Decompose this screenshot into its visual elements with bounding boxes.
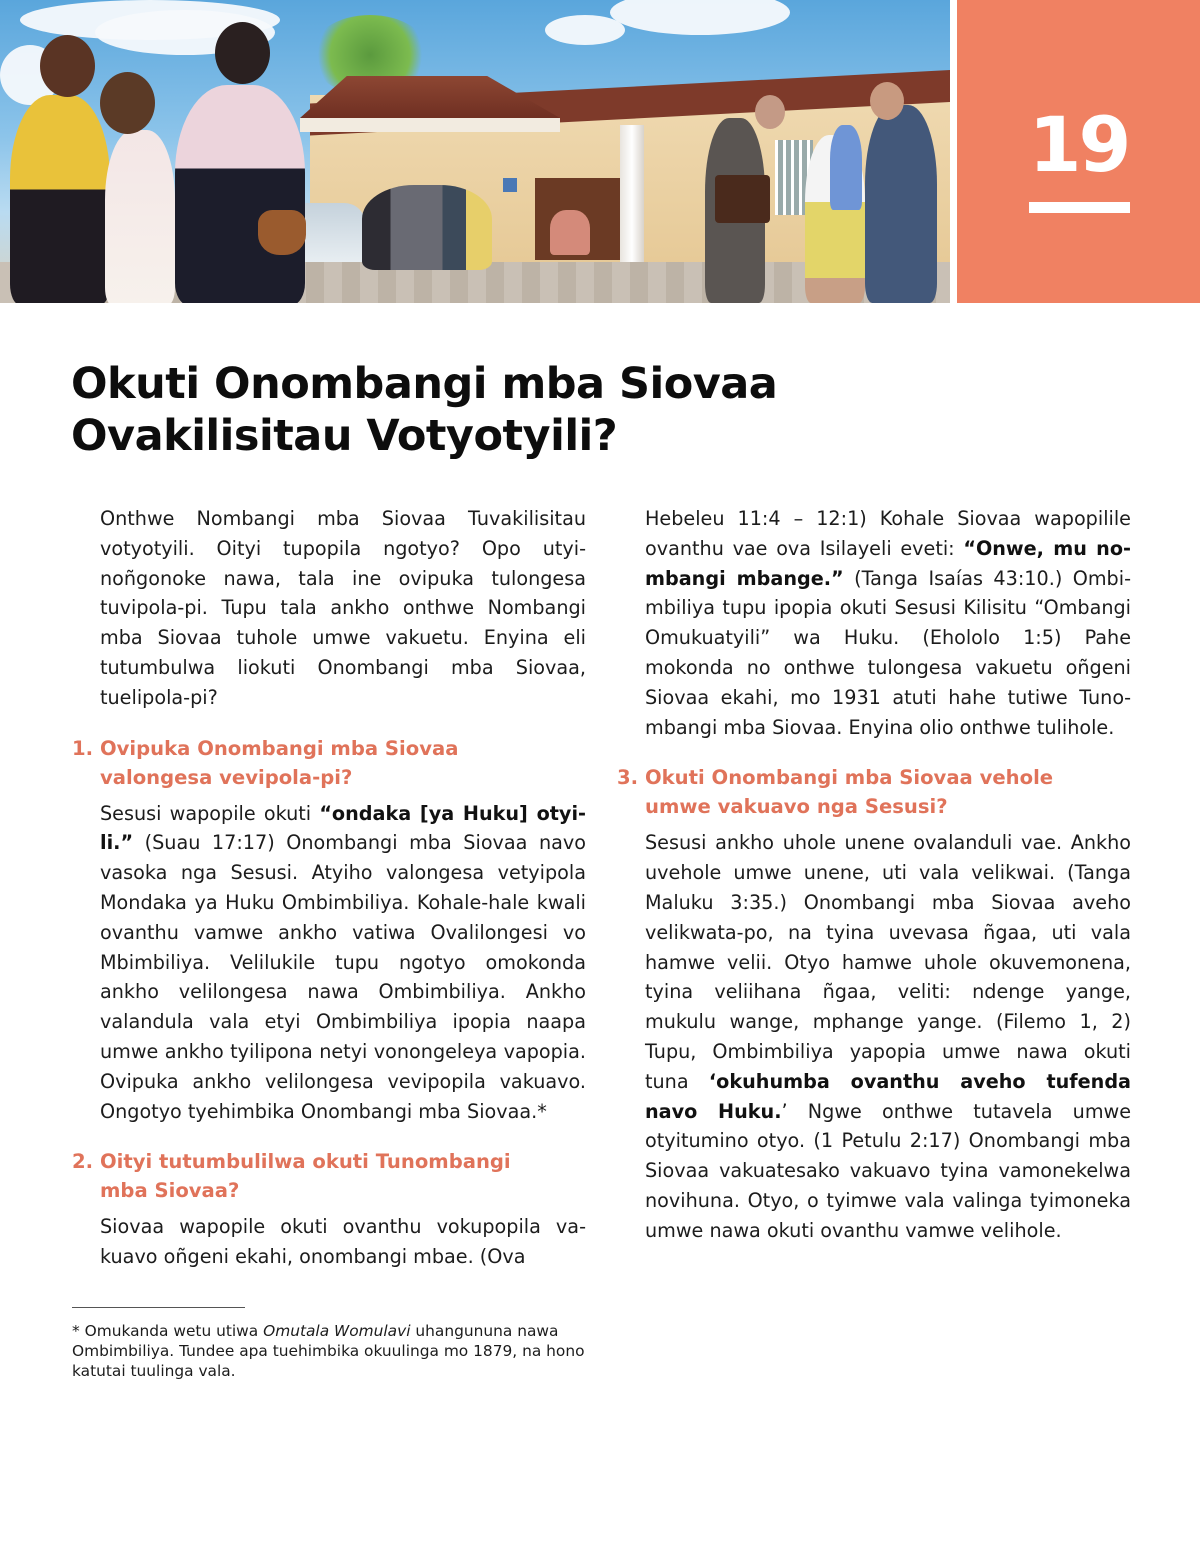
person-wheelchair bbox=[550, 210, 590, 255]
answer-paragraph-1 bbox=[100, 799, 586, 1127]
text-run: Omukanda wetu utiwa bbox=[84, 1322, 264, 1340]
answer-paragraph-2-continued bbox=[645, 504, 1131, 742]
right-column bbox=[617, 504, 1132, 1246]
title-line-2: Ovakilisitau Votyotyili? bbox=[71, 411, 618, 461]
footnote bbox=[72, 1321, 592, 1381]
cloud bbox=[545, 15, 625, 45]
footnote-marker: * bbox=[72, 1322, 85, 1340]
person-woman-floral-skirt bbox=[175, 85, 305, 303]
question-text-line-1: Okuti Onombangi mba Siovaa vehole bbox=[645, 766, 1054, 790]
question-number: 1. bbox=[72, 736, 94, 760]
question-text-line-2: valongesa vevipola-pi? bbox=[100, 765, 353, 789]
chapter-underline bbox=[1029, 202, 1130, 213]
text-run: (Tanga Isaías 43:10.) Ombimbiliya tupu ipopia okuti Sesusi Kilisitu “Ombangi Omukuatyili” wa Huku. (Ehololo 1:5) Pahe mokonda no onthwe tulongesa vakuetu oñgeni Siovaa ekahi, mo 1931 atuti hahe tutiwe Tunombangi mba Siovaa. Enyina olio onthwe tulihole. bbox=[645, 566, 1131, 739]
text-run: Sesusi wapopile okuti bbox=[100, 801, 320, 825]
person-head bbox=[215, 22, 270, 84]
jw-sign bbox=[503, 178, 517, 192]
text-run: uhangununa nawa Ombimbiliya. Tundee apa tuehimbika okuulinga mo 1879, na hono katutai tuulinga vala. bbox=[72, 1322, 585, 1380]
shoulder-bag bbox=[258, 210, 306, 255]
question-text-line-1: Oityi tutumbulilwa okuti Tunombangi bbox=[100, 1150, 511, 1174]
page-title bbox=[71, 358, 871, 462]
answer-paragraph-3 bbox=[645, 828, 1131, 1245]
person-head bbox=[100, 72, 155, 134]
question-heading-1 bbox=[72, 734, 586, 792]
left-column bbox=[72, 504, 586, 1272]
cloud bbox=[610, 0, 790, 35]
question-heading-3 bbox=[617, 763, 1131, 821]
person-head bbox=[755, 95, 785, 129]
footnote-divider bbox=[72, 1307, 245, 1308]
scripture-quote: ‘okuhumba ovanthu aveho tufenda navo Huku. bbox=[645, 1069, 1132, 1123]
chapter-number: 19 bbox=[1028, 100, 1129, 189]
question-text-line-1: Ovipuka Onombangi mba Siovaa bbox=[100, 736, 459, 760]
text-run: ’ Ngwe onthwe tutavela umwe otyitumino otyo. (1 Petulu 2:17) Onombangi mba Siovaa vakuatesako vakuavo tyina vamonekelwa novihuna. Otyo, o tyimwe vala valinga tyimoneka umwe nawa okuti ovanthu vamwe velihole. bbox=[645, 1099, 1132, 1242]
scripture-quote: “Onwe, mu nombangi mbange.” bbox=[645, 536, 1131, 590]
title-line-1: Okuti Onombangi mba Siovaa bbox=[71, 359, 778, 409]
answer-paragraph-2-start: Siovaa wapopile okuti ovanthu vokupopila vakuavo oñgeni ekahi, onombangi mbae. (Ova bbox=[100, 1215, 586, 1269]
header-photo bbox=[0, 0, 950, 303]
person-child bbox=[830, 125, 862, 210]
question-number: 2. bbox=[72, 1150, 94, 1174]
person-group-walking bbox=[362, 185, 492, 270]
publication-title: Omutala Womulavi bbox=[263, 1322, 411, 1340]
porch-column bbox=[620, 125, 644, 265]
person-woman-white-dress bbox=[105, 130, 175, 303]
person-head bbox=[870, 82, 904, 120]
person-woman-yellow-cardigan bbox=[10, 95, 110, 303]
person-man-blue-suit bbox=[865, 105, 937, 303]
question-text-line-2: mba Siovaa? bbox=[100, 1179, 240, 1203]
porch-ceiling bbox=[300, 118, 560, 132]
question-number: 3. bbox=[617, 766, 639, 790]
chapter-number-block bbox=[957, 0, 1200, 303]
text-run: Hebeleu 11:4 – 12:1) Kohale Siovaa wapopilile ovanthu vae ova Isilayeli eveti: bbox=[645, 507, 1131, 560]
intro-paragraph: Onthwe Nombangi mba Siovaa Tuvakilisitau votyotyili. Oityi tupopila ngotyo? Opo utyinoñgonoke nawa, tala ine ovipuka tulongesa tuvipola-pi. Tupu tala ankho onthwe Nombangi mba Siovaa tuhole umwe vakuetu. Enyina eli tutumbulwa liokuti Onombangi mba Siovaa, tuelipola-pi? bbox=[100, 507, 586, 709]
briefcase bbox=[715, 175, 770, 223]
text-run: Sesusi ankho uhole unene ovalanduli vae. Ankho uvehole umwe unene, uti vala velikwai. (Tanga Maluku 3:35.) Onombangi mba Siovaa aveho velikwata-po, na tyina uvevasa ñgaa, uti vala hamwe velii. Otyo hamwe uhole okuvemonena, tyina veliihana ñgaa, veliti: ndenge yange, mukulu wange, mphange yange. (Filemo 1, 2) Tupu, Ombimbiliya yapopia umwe nawa okuti tuna bbox=[645, 831, 1131, 1093]
question-text-line-2: umwe vakuavo nga Sesusi? bbox=[645, 795, 948, 819]
scripture-quote: “ondaka [ya Huku] otyili.” bbox=[100, 801, 586, 855]
question-heading-2 bbox=[72, 1147, 586, 1205]
person-head bbox=[40, 35, 95, 97]
text-run: (Suau 17:17) Onombangi mba Siovaa navo vasoka nga Sesusi. Atyiho valongesa vetyipola Mondaka ya Huku Ombimbiliya. Kohale-hale kwali ovanthu vamwe ankho vatiwa Ovalilongesi vo Mbimbiliya. Velilukile tupu ngotyo omokonda ankho velilongesa nawa Ombimbiliya. Ankho valandula vala etyi Ombimbiliya ipopia naapa umwe ankho tyilipona netyi vonongeleya vapopia. Ovipuka ankho velilongesa vevipopila vakuavo. Ongotyo tyehimbika Onombangi mba Siovaa.* bbox=[100, 831, 586, 1123]
